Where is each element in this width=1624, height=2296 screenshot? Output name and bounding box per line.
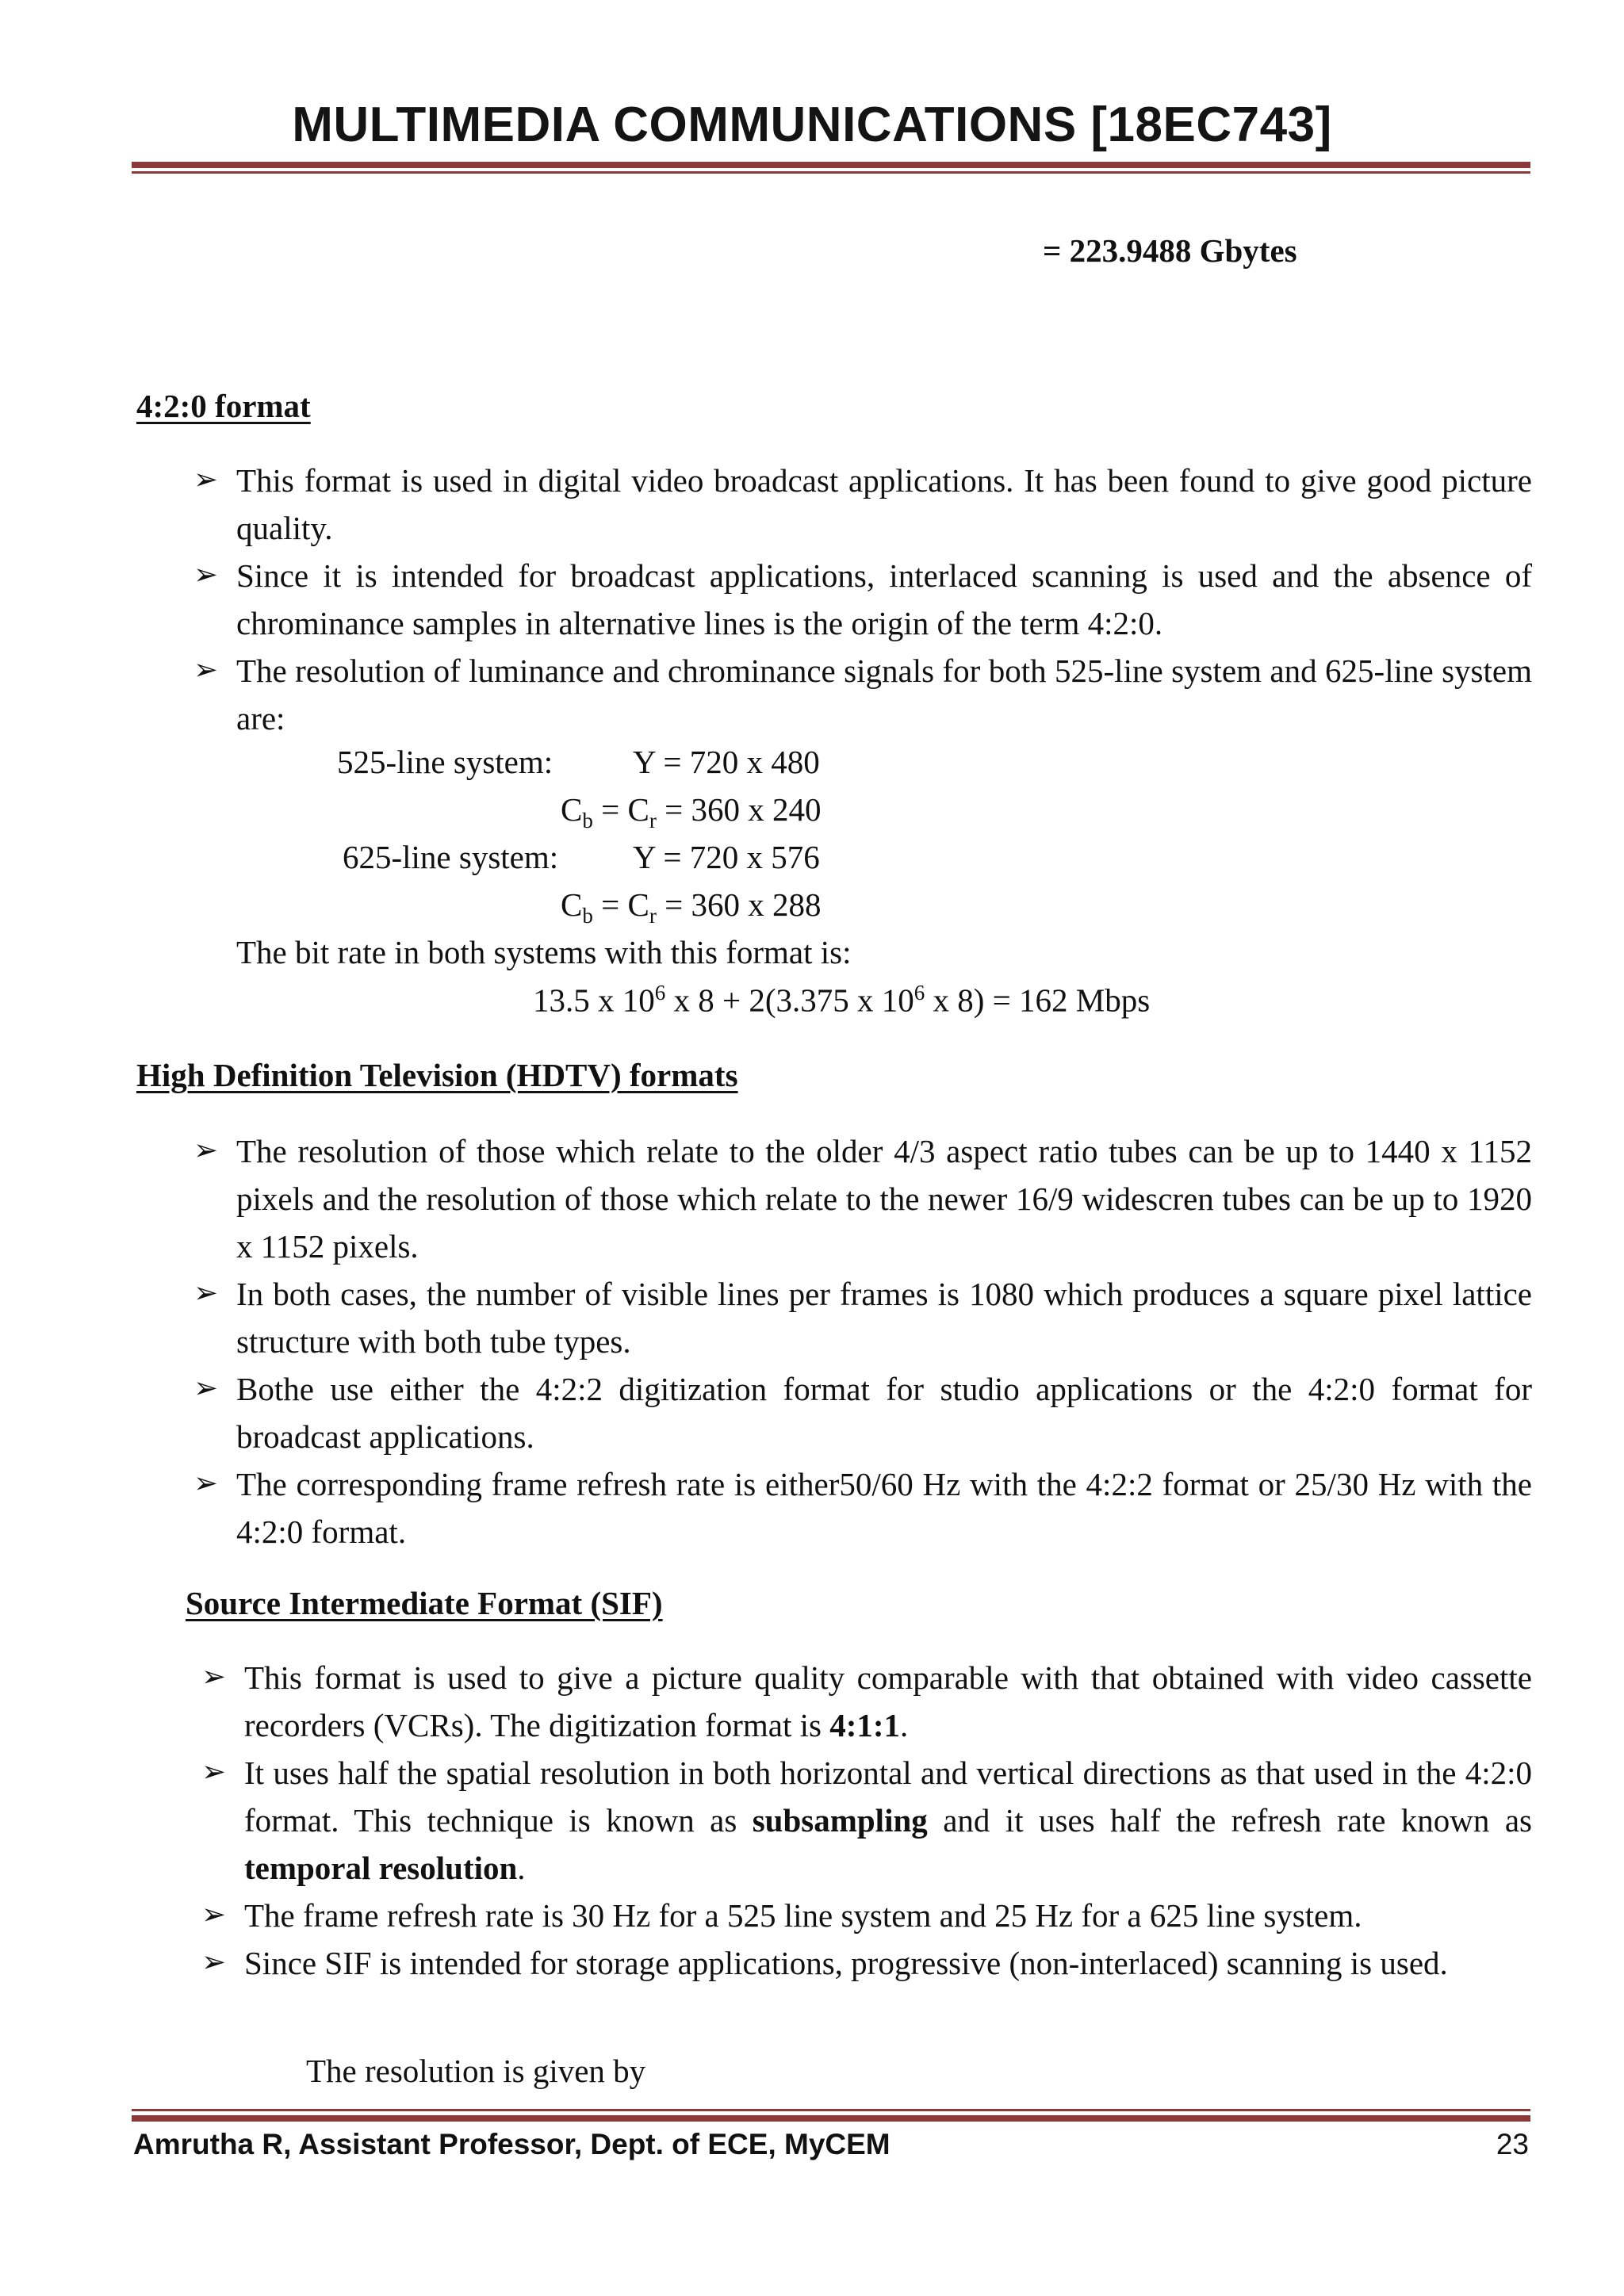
result-line: = 223.9488 Gbytes bbox=[1043, 232, 1297, 269]
bitrate-intro: The bit rate in both systems with this format is: bbox=[236, 934, 852, 970]
res-625-chrominance: $C_b = C_r = 360$ x 288 bbox=[561, 886, 822, 928]
res-625-luminance: Y = 720 x 576 bbox=[633, 839, 820, 875]
bullet-item: ➢ It uses half the spatial resolution in both horizontal and vertical directions as that used in the 4:2:0 format. This technique is known as subsampling and it uses half the refresh rate known as temporal resolution. bbox=[244, 1749, 1532, 1892]
header-rule-thick bbox=[132, 162, 1530, 168]
res-525-luminance: Y = 720 x 480 bbox=[633, 744, 820, 780]
bullet-item: ➢ The resolution of those which relate to the older 4/3 aspect ratio tubes can be up to 1440 x 1152 pixels and the resolution of those which relate to the newer 16/9 widescren tubes can be up to 1920 x 1152 pixels. bbox=[236, 1127, 1532, 1270]
footer-rule-thick bbox=[132, 2115, 1530, 2122]
bullet-list-hdtv bbox=[236, 1127, 1532, 1556]
bullet-item: ➢ Bothe use either the 4:2:2 digitization format for studio applications or the 4:2:0 format for broadcast applications. bbox=[236, 1365, 1532, 1460]
bullet-item: ➢ This format is used to give a picture quality comparable with that obtained with video cassette recorders (VCRs). The digitization format is 4:1:1. bbox=[244, 1654, 1532, 1749]
bullet-item: ➢ Since SIF is intended for storage applications, progressive (non-interlaced) scanning is used. bbox=[244, 1939, 1532, 1987]
res-525-label: 525-line system: bbox=[337, 744, 553, 780]
document-title: MULTIMEDIA COMMUNICATIONS [18EC743] bbox=[292, 98, 1332, 152]
resolution-line: The resolution is given by bbox=[306, 2053, 646, 2089]
section-heading-420: 4:2:0 format bbox=[136, 388, 311, 424]
bullet-list-420 bbox=[236, 457, 1532, 742]
bullet-item: ➢ The corresponding frame refresh rate is either50/60 Hz with the 4:2:2 format or 25/30 Hz with the 4:2:0 format. bbox=[236, 1460, 1532, 1556]
bitrate-formula: 13.5 x $10^6$ x 8 + 2(3.375 x $10^6$ x 8) = 162 Mbps bbox=[533, 981, 1151, 1019]
page-number: 23 bbox=[1496, 2128, 1529, 2160]
bullet-item: ➢ The frame refresh rate is 30 Hz for a 525 line system and 25 Hz for a 625 line system. bbox=[244, 1892, 1532, 1939]
header-rule-thin bbox=[132, 171, 1530, 174]
bullet-item: ➢ Since it is intended for broadcast applications, interlaced scanning is used and the absence of chrominance samples in alternative lines is the origin of the term 4:2:0. bbox=[236, 552, 1532, 647]
bullet-list-sif bbox=[244, 1654, 1532, 1987]
res-525-chrominance: $C_b = C_r = 360$ x 240 bbox=[561, 791, 822, 833]
res-625-label: 625-line system: bbox=[343, 839, 559, 875]
footer-author: Amrutha R, Assistant Professor, Dept. of ECE, MyCEM bbox=[133, 2128, 891, 2160]
bullet-item: ➢ The resolution of luminance and chrominance signals for both 525-line system and 625-line system are: bbox=[236, 647, 1532, 742]
footer-rule-thin bbox=[132, 2109, 1530, 2111]
bullet-item: ➢ This format is used in digital video broadcast applications. It has been found to give good picture quality. bbox=[236, 457, 1532, 552]
bullet-item: ➢ In both cases, the number of visible lines per frames is 1080 which produces a square pixel lattice structure with both tube types. bbox=[236, 1270, 1532, 1365]
section-heading-sif: Source Intermediate Format (SIF) bbox=[186, 1585, 663, 1621]
section-heading-hdtv: High Definition Television (HDTV) formats bbox=[136, 1057, 738, 1093]
